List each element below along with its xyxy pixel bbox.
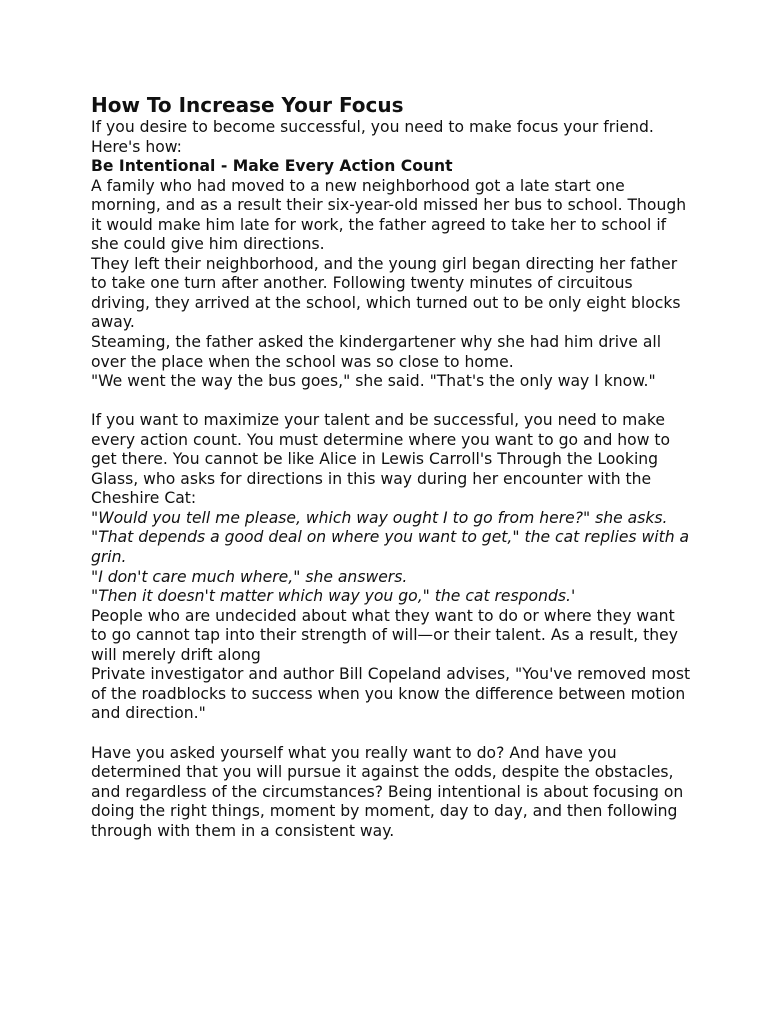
section-heading: Be Intentional - Make Every Action Count bbox=[91, 157, 453, 176]
story-paragraph: "We went the way the bus goes," she said. "That's the only way I know." bbox=[91, 372, 656, 391]
dialogue-text: Would you tell me please, which way ought I to go from here?" she asks. bbox=[98, 508, 668, 527]
quote-mark: ' bbox=[570, 587, 576, 606]
paragraph-spacer bbox=[91, 392, 691, 412]
dialogue-text: Then it doesn't matter which way you go," the cat responds. bbox=[98, 587, 571, 606]
dialogue-line bbox=[91, 509, 691, 529]
paragraph-spacer bbox=[91, 724, 691, 744]
quote-mark: " bbox=[91, 508, 99, 527]
story-paragraph: Steaming, the father asked the kindergartener why she had him drive all over the place when the school was so close to home. bbox=[91, 333, 662, 371]
quote-mark: " bbox=[91, 567, 99, 586]
story-paragraph: They left their neighborhood, and the young girl began directing her father to take one turn after another. Following twenty minutes of circuitous driving, they arrived at the school, which turned out to be only eight blocks away. bbox=[91, 254, 681, 332]
intro-paragraph: Here's how: bbox=[91, 137, 182, 156]
page-title: How To Increase Your Focus bbox=[91, 93, 404, 117]
body-paragraph: If you want to maximize your talent and be successful, you need to make every action count. You must determine where you want to go and how to get there. You cannot be like Alice in Lewis Carroll's Through the Looking Glass, who asks for directions in this way during her encounter with the Cheshire Cat: bbox=[91, 411, 671, 508]
dialogue-line bbox=[91, 528, 691, 567]
dialogue-line bbox=[91, 568, 691, 588]
dialogue-line bbox=[91, 587, 691, 607]
dialogue-text: That depends a good deal on where you want to get," the cat replies with a grin. bbox=[91, 528, 690, 567]
quote-mark: " bbox=[91, 528, 99, 547]
intro-paragraph: If you desire to become successful, you need to make focus your friend. bbox=[91, 118, 654, 136]
dialogue-text: I don't care much where," she answers. bbox=[98, 567, 408, 586]
document-page bbox=[91, 92, 691, 841]
body-paragraph: Private investigator and author Bill Copeland advises, "You've removed most of the roadblocks to success when you know the difference between motion and direction." bbox=[91, 665, 691, 723]
body-paragraph: People who are undecided about what they want to do or where they want to go cannot tap into their strength of will—or their talent. As a result, they will merely drift along bbox=[91, 606, 678, 664]
body-paragraph: Have you asked yourself what you really want to do? And have you determined that you will pursue it against the odds, despite the obstacles, and regardless of the circumstances? Being intentional is about focusing on doing the right things, moment by moment, day to day, and then following through with them in a consistent way. bbox=[91, 743, 684, 840]
story-paragraph: A family who had moved to a new neighborhood got a late start one morning, and as a result their six-year-old missed her bus to school. Though it would make him late for work, the father agreed to take her to school if she could give him directions. bbox=[91, 176, 687, 254]
quote-mark: " bbox=[91, 587, 99, 606]
